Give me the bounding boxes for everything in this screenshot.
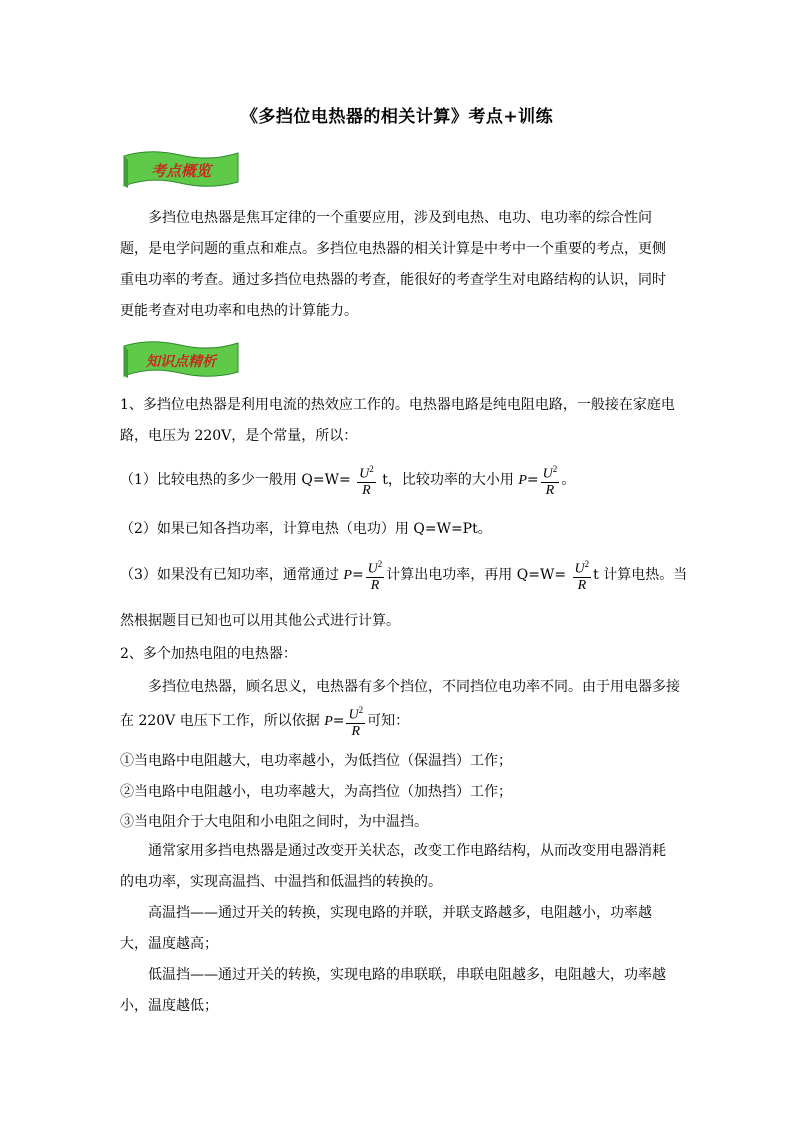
item-3-text-a: （3）如果没有已知功率，通常通过 xyxy=(120,566,339,583)
switch-paragraph: 通常家用多挡电热器是通过改变开关状态，改变工作电路结构，从而改变用电器消耗的电功率，实现高温挡、中温挡和低温挡的转换的。 xyxy=(120,843,666,890)
item-3-continuation: 然根据题目已知也可以用其他公式进行计算。 xyxy=(120,613,400,629)
u2-over-r-formula: $\frac{U^2}{R}$ xyxy=(574,559,590,593)
analysis-banner-label: 知识点精析 xyxy=(146,354,216,370)
item-1-text-a: （1）比较电热的多少一般用 Q=W= xyxy=(120,471,351,488)
power-formula: $\frac{U^2}{R}$ xyxy=(348,705,364,739)
point-2-text-a: 多挡位电热器，顾名思义，电热器有多个挡位，不同挡位电功率不同。由于用电器多接 xyxy=(148,679,680,695)
low-temp-paragraph: 低温挡——通过开关的转换，实现电路的串联联，串联电阻越多，电阻越大，功率越小，温度越低； xyxy=(120,967,666,1014)
point-2-text-c: 可知： xyxy=(367,712,410,729)
point-2-text-b: 在 220V 电压下工作，所以依据 xyxy=(120,712,320,729)
item-3-line: （3）如果没有已知功率，通常通过 P= $\frac{U^2}{R}$ 计算出电功率，再用 Q=W= $\frac{U^2}{R}$ t 计算电热。当 xyxy=(120,559,688,593)
point-1-paragraph: 1、多挡位电热器是利用电流的热效应工作的。电热器电路是纯电阻电路，一般接在家庭电路，电压为 220V，是个常量，所以： xyxy=(120,397,675,444)
overview-banner-label: 考点概览 xyxy=(150,162,212,180)
high-temp-paragraph: 高温挡——通过开关的转换，实现电路的并联，并联支路越多，电阻越小，功率越大，温度越高； xyxy=(120,905,652,952)
power-formula: $\frac{U^2}{R}$ xyxy=(542,464,558,498)
ribbon-flag-icon xyxy=(120,146,242,192)
condition-1: ①当电路中电阻越大，电功率越小，为低挡位（保温挡）工作； xyxy=(120,753,512,769)
ribbon-flag-icon xyxy=(120,336,242,382)
u2-over-r-formula: $\frac{U^2}{R}$ xyxy=(359,464,374,498)
item-1-text-c: 。 xyxy=(561,471,576,488)
analysis-banner xyxy=(120,336,242,382)
document-title: 《多挡位电热器的相关计算》考点+训练 xyxy=(240,107,554,127)
item-3-text-c: t 计算电热。当 xyxy=(593,566,688,583)
item-2-line: （2）如果已知各挡功率，计算电热（电功）用 Q=W=Pt。 xyxy=(120,521,492,537)
point-2-formula-line: 在 220V 电压下工作，所以依据 P= $\frac{U^2}{R}$ 可知： xyxy=(120,705,410,739)
condition-2: ②当电路中电阻越小，电功率越大，为高挡位（加热挡）工作； xyxy=(120,784,512,800)
point-2-heading: 2、多个加热电阻的电热器： xyxy=(120,646,297,662)
intro-paragraph: 多挡位电热器是焦耳定律的一个重要应用，涉及到电热、电功、电功率的综合性问题，是电学问题的重点和难点。多挡位电热器的相关计算是中考中一个重要的考点，更侧重电功率的考查。通过多挡位电热器的考查，能很好的考查学生对电路结构的认识，同时更能考查对电功率和电热的计算能力。 xyxy=(120,210,666,319)
item-1-line: （1）比较电热的多少一般用 Q=W= $\frac{U^2}{R}$ t，比较功率的大小用 P= $\frac{U^2}{R}$ 。 xyxy=(120,464,576,498)
overview-banner xyxy=(120,146,242,192)
item-3-text-b: 计算出电功率，再用 Q=W= xyxy=(386,566,567,583)
condition-3: ③当电阻介于大电阻和小电阻之间时，为中温挡。 xyxy=(120,814,428,830)
item-1-text-b: t，比较功率的大小用 xyxy=(382,471,514,488)
power-formula: $\frac{U^2}{R}$ xyxy=(367,559,383,593)
